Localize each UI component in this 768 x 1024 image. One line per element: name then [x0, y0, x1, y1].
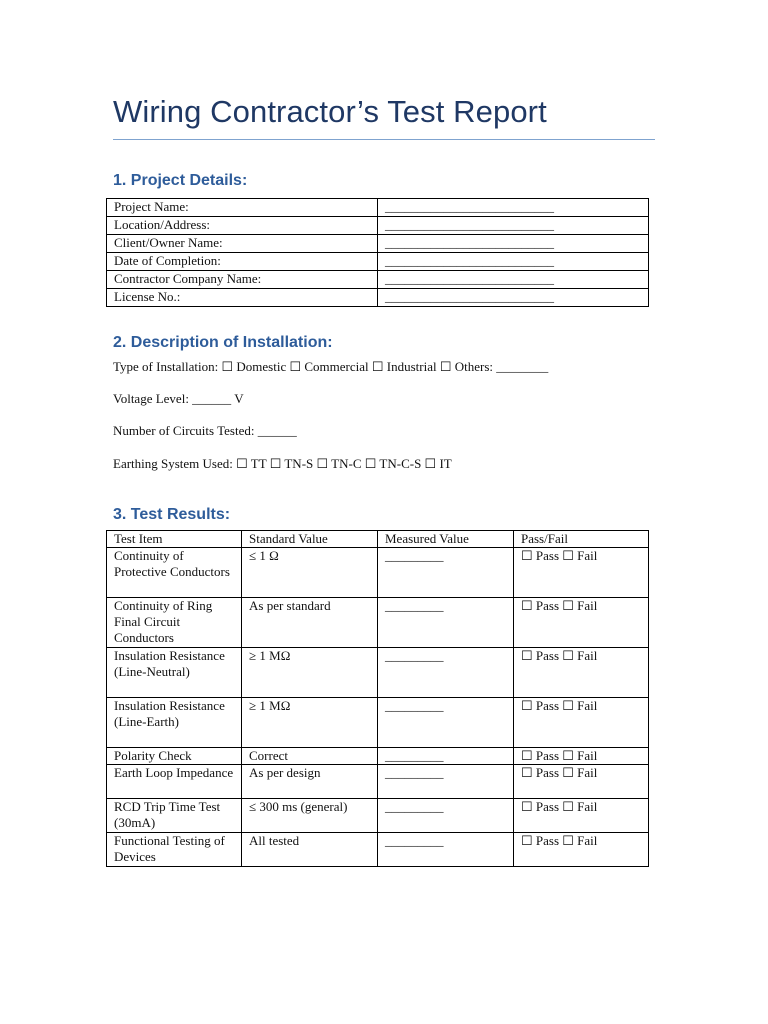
table-row	[107, 271, 649, 289]
table-row	[107, 548, 649, 598]
standard-value: All tested	[242, 833, 378, 867]
measured-value-blank[interactable]: _________	[378, 765, 514, 799]
column-header: Test Item	[107, 531, 242, 548]
test-item: Continuity of Protective Conductors	[107, 548, 242, 598]
standard-value: ≤ 1 Ω	[242, 548, 378, 598]
table-row	[107, 765, 649, 799]
installation-type-line[interactable]: Type of Installation: ☐ Domestic ☐ Commercial ☐ Industrial ☐ Others: ________	[113, 359, 549, 374]
measured-value-blank[interactable]: _________	[378, 748, 514, 765]
test-item: Functional Testing of Devices	[107, 833, 242, 867]
measured-value-blank[interactable]: _________	[378, 648, 514, 698]
column-header: Measured Value	[378, 531, 514, 548]
measured-value-blank[interactable]: _________	[378, 799, 514, 833]
table-row	[107, 235, 649, 253]
standard-value: ≥ 1 MΩ	[242, 648, 378, 698]
measured-value-blank[interactable]: _________	[378, 698, 514, 748]
pass-fail-checkboxes[interactable]: ☐ Pass ☐ Fail	[514, 765, 649, 799]
pass-fail-checkboxes[interactable]: ☐ Pass ☐ Fail	[514, 648, 649, 698]
document-title: Wiring Contractor’s Test Report	[113, 94, 547, 129]
measured-value-blank[interactable]: _________	[378, 548, 514, 598]
test-item: Continuity of Ring Final Circuit Conductors	[107, 598, 242, 648]
pass-fail-checkboxes[interactable]: ☐ Pass ☐ Fail	[514, 698, 649, 748]
field-blank[interactable]: __________________________	[378, 217, 649, 235]
pass-fail-checkboxes[interactable]: ☐ Pass ☐ Fail	[514, 548, 649, 598]
table-row	[107, 833, 649, 867]
standard-value: ≤ 300 ms (general)	[242, 799, 378, 833]
field-blank[interactable]: __________________________	[378, 235, 649, 253]
test-item: Insulation Resistance (Line-Earth)	[107, 698, 242, 748]
test-item: Polarity Check	[107, 748, 242, 765]
field-label: Date of Completion:	[107, 253, 378, 271]
pass-fail-checkboxes[interactable]: ☐ Pass ☐ Fail	[514, 598, 649, 648]
field-blank[interactable]: __________________________	[378, 289, 649, 307]
pass-fail-checkboxes[interactable]: ☐ Pass ☐ Fail	[514, 799, 649, 833]
pass-fail-checkboxes[interactable]: ☐ Pass ☐ Fail	[514, 748, 649, 765]
standard-value: Correct	[242, 748, 378, 765]
section-heading-project-details: 1. Project Details:	[113, 172, 248, 189]
table-row	[107, 799, 649, 833]
standard-value: ≥ 1 MΩ	[242, 698, 378, 748]
circuits-tested-line[interactable]: Number of Circuits Tested: ______	[113, 423, 297, 438]
voltage-level-line[interactable]: Voltage Level: ______ V	[113, 391, 244, 406]
field-blank[interactable]: __________________________	[378, 253, 649, 271]
table-row	[107, 748, 649, 765]
measured-value-blank[interactable]: _________	[378, 833, 514, 867]
project-details-table	[106, 198, 649, 307]
table-row	[107, 698, 649, 748]
table-row	[107, 289, 649, 307]
field-label: Client/Owner Name:	[107, 235, 378, 253]
field-label: Project Name:	[107, 199, 378, 217]
test-results-table	[106, 530, 649, 867]
section-heading-test-results: 3. Test Results:	[113, 506, 231, 523]
pass-fail-checkboxes[interactable]: ☐ Pass ☐ Fail	[514, 833, 649, 867]
column-header: Pass/Fail	[514, 531, 649, 548]
table-row	[107, 217, 649, 235]
field-label: Location/Address:	[107, 217, 378, 235]
table-header-row	[107, 531, 649, 548]
column-header: Standard Value	[242, 531, 378, 548]
field-label: License No.:	[107, 289, 378, 307]
field-blank[interactable]: __________________________	[378, 271, 649, 289]
test-item: Insulation Resistance (Line-Neutral)	[107, 648, 242, 698]
field-label: Contractor Company Name:	[107, 271, 378, 289]
title-divider	[113, 139, 655, 140]
standard-value: As per standard	[242, 598, 378, 648]
table-row	[107, 199, 649, 217]
table-row	[107, 253, 649, 271]
section-heading-description: 2. Description of Installation:	[113, 334, 333, 351]
standard-value: As per design	[242, 765, 378, 799]
field-blank[interactable]: __________________________	[378, 199, 649, 217]
earthing-system-line[interactable]: Earthing System Used: ☐ TT ☐ TN-S ☐ TN-C ☐ TN-C-S ☐ IT	[113, 456, 452, 471]
test-item: Earth Loop Impedance	[107, 765, 242, 799]
table-row	[107, 598, 649, 648]
table-row	[107, 648, 649, 698]
test-item: RCD Trip Time Test (30mA)	[107, 799, 242, 833]
measured-value-blank[interactable]: _________	[378, 598, 514, 648]
